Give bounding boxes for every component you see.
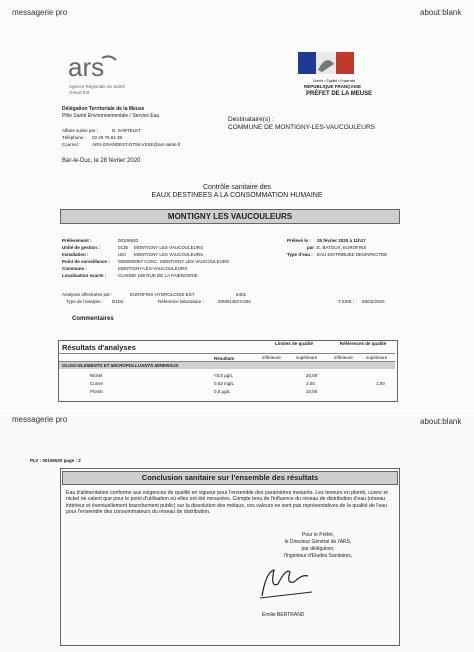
lim-superieure-header: supérieure [296,355,318,360]
commune-banner: MONTIGNY LES VAUCOULEURS [60,209,400,224]
localisation-label: Localisation exacte : [62,273,107,278]
signature-line-3: par délégation, [301,546,335,552]
point-label: Point de surveillance : [62,259,110,264]
commentaires-heading: Commentaires [72,316,114,322]
conclusion-title: Conclusion sanitaire sur l'ensemble des résultats [62,471,398,485]
commune-label: Commune : [62,266,87,271]
resultats-header: Résultats [214,356,235,361]
ars-logo-subtitle: Agence Régionale de Santé [69,84,126,89]
affaire-label: Affaire suivie par : [62,128,98,133]
preleve-value: 25 février 2020 à 11h17 [317,238,366,243]
references-header: Références de qualité [339,341,387,346]
sender-pole: Pôle Santé Environnementale / Service Eau [62,113,160,119]
unite-code: 0135 [118,245,129,250]
conclusion-text: Eau d'alimentation conforme aux exigences de qualité en vigueur pour l'ensemble des paramètres mesurés. Les teneurs en plomb, cuivre et nickel ne valent que pour le point d'utilisation où elles ont été mesurées. Compte tenu de l'influence du réseau de distribution d'eau (réseau intérieur et éventuellement branchement public) sur la dissolution des métaux, ces valeurs ne sont pas représentatives de la qualité de l'eau pour l'ensemble des consommateurs du réseau de distribution. [66,490,388,515]
report-page-2 [0,412,474,652]
ars-logo-region: Grand Est [69,90,90,95]
preleve-label: Prélevé le : [287,238,311,243]
point-value: 0000000057 CONC. MONTIGNY LES VAUCOULEURS [118,259,230,264]
typeanalyse-value: D1D2 [112,299,124,304]
signature-line-4: l'Ingénieur d'Etudes Sanitaires, [283,553,353,559]
par-value: E. BATOUX, EUROFINS [317,245,367,250]
row-cuivre-name: Cuivre [90,381,104,386]
affaire-value: D. SARTELET [112,128,141,133]
ars-logo-text: ars [68,52,105,82]
row-cuivre-limit: 2,00 [306,381,315,386]
table-divider [59,353,395,354]
typeanalyse-label: Type de l'analyse : [66,299,104,304]
row-cuivre-reference: 1,00 [376,381,385,386]
title-line-2: EAUX DESTINEES A LA CONSOMMATION HUMAINE [151,192,323,199]
ref-inferieure-header: inférieure [334,355,353,360]
row-nickel-name: Nickel [90,373,103,378]
row-plomb-name: Plomb [90,389,103,394]
ref-value: 20M014874-002 [218,299,251,304]
row-plomb-limit: 10,00 [306,389,318,394]
browser-header-right: about:blank [420,8,462,17]
sender-delegation: Délégation Territoriale de la Meuse [62,106,145,112]
results-heading: Résultats d'analyses [62,343,136,352]
marianne-motto: Liberté • Égalité • Fraternité [312,79,356,83]
lim-inferieure-header: inférieure [262,355,281,360]
commune-value: MONTIGNY-LES-VAUCOULEURS [118,266,188,271]
par-label: par : [307,245,317,250]
signature-line-1: Pour le Préfet, [302,532,334,538]
analyses-value: EUROFINS HYDROLOGIE EST [130,292,195,297]
browser-footer-left: messagerie pro [12,415,68,424]
typeeau-label: Type d'eau : [287,252,313,257]
limites-header: Limites de qualité [274,341,313,346]
signature-line-2: le Directeur Général de l'ARS, [284,539,352,545]
row-nickel-limit: 20,00 [306,373,318,378]
typeeau-value: EAU DISTRIBUEE DESINFECTEE [317,252,388,257]
title-line-1: Contrôle sanitaire des [202,184,272,191]
group-label: OLIGO-ELEMENTS ET MICROPOLLUANTS MINERAUX [62,363,179,368]
browser-header-left: messagerie pro [12,8,68,17]
marianne-logo [298,52,354,82]
browser-footer-right: about:blank [420,417,462,426]
analyses-code: 5401 [236,292,247,297]
prefet-meuse: PRÉFET DE LA MEUSE [306,91,373,97]
installation-label: Installation : [62,252,89,257]
row-cuivre-value: 0,02 mg/L [214,381,235,386]
telephone-value: 03 29 76 84 38 [92,135,123,140]
localisation-value: CUISINE 169 RUE DE LA FAIENCERIE [118,273,198,278]
installation-value: MONTIGNY LES VAUCOULEURS [134,252,204,257]
tsise-label: T.SISE : [338,299,355,304]
signer-name: Emilie BERTRAND [262,612,305,618]
courriel-value: ARS-GRANDEST-DT55-VSSE@ars.sante.fr [92,142,181,147]
row-plomb-value: 0,5 µg/L [214,389,231,394]
tsise-value: 28/02/2020 [362,299,385,304]
page2-header: PLV : 00106520 page : 2 [30,458,81,463]
ref-superieure-header: supérieure [366,355,388,360]
prelevement-value: 00106520 [118,238,139,243]
recipient-value: COMMUNE DE MONTIGNY-LES-VAUCOULEURS [228,124,375,131]
telephone-label: Téléphone : [62,135,86,140]
installation-code: UDI [118,252,126,257]
unite-value: MONTIGNY LES VAUCOULEURS [134,245,204,250]
analyses-label: Analyses effectuées par : [62,292,113,297]
date-line: Bar-le-Duc, le 28 février 2020 [62,158,141,164]
handwritten-signature [256,562,316,602]
table-divider [59,361,395,362]
republique-francaise: RÉPUBLIQUE FRANÇAISE [304,84,362,89]
row-nickel-value: <0,5 µg/L [214,373,233,378]
courriel-label: Courriel : [62,142,81,147]
prelevement-label: Prélèvement : [62,238,92,243]
recipient-label: Destinataire(s) : [228,116,274,123]
unite-label: Unité de gestion : [62,245,100,250]
ref-label: Référence laboratoire : [158,299,204,304]
